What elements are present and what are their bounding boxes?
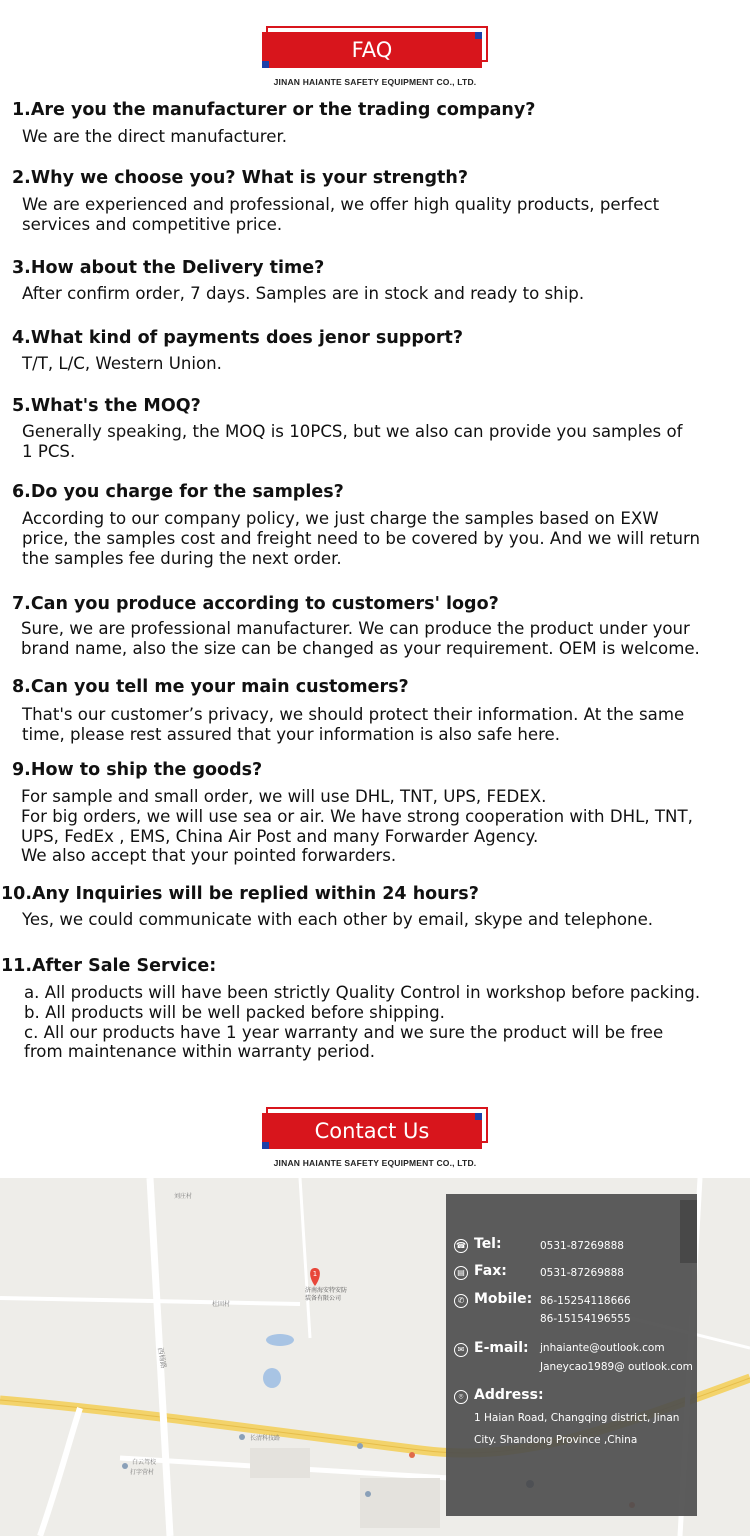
address-label: Address:	[474, 1387, 544, 1403]
faq-question: 9.How to ship the goods?	[12, 760, 263, 780]
map-marker-number: 1	[312, 1270, 318, 1278]
banner-corner-square	[262, 61, 269, 68]
banner-corner-square	[475, 32, 482, 39]
faq-question: 7.Can you produce according to customers' logo?	[12, 594, 499, 614]
map-road-label: 西杨路	[156, 1346, 168, 1370]
email-value-1[interactable]: jnhaiante@outlook.com	[540, 1342, 665, 1354]
map-village-label: 打字营村	[130, 1469, 155, 1476]
faq-answer	[22, 509, 737, 568]
faq-company-name: JINAN HAIANTE SAFETY EQUIPMENT CO., LTD.	[273, 77, 477, 87]
faq-answer-line: For big orders, we will use sea or air. We have strong cooperation with DHL, TNT,	[21, 806, 693, 826]
faq-answer-line: 1 PCS.	[22, 441, 76, 461]
map-company-label: 济南海安特安防	[305, 1287, 348, 1294]
faq-question: 11.After Sale Service:	[1, 956, 217, 976]
faq-title: FAQ	[351, 38, 393, 62]
faq-answer	[22, 910, 737, 930]
faq-answer-line: We are experienced and professional, we offer high quality products, perfect	[22, 195, 660, 214]
mobile-phone-icon: ✆	[454, 1294, 468, 1308]
faq-answer-line: c. All our products have 1 year warranty and we sure the product will be free	[24, 1022, 664, 1042]
faq-answer-line: That's our customer’s privacy, we should protect their information. At the same	[22, 705, 685, 724]
faq-question: 1.Are you the manufacturer or the trading company?	[12, 100, 536, 120]
contact-banner-bar	[262, 1113, 482, 1149]
faq-answer	[22, 127, 737, 147]
faq-answer	[22, 195, 737, 235]
map-road-label: 长清科技路	[250, 1435, 281, 1442]
address-line-1: 1 Haian Road, Changqing district, Jinan	[474, 1412, 680, 1424]
mobile-value-1[interactable]: 86-15254118666	[540, 1295, 631, 1307]
faq-banner	[0, 26, 750, 106]
faq-answer	[21, 619, 736, 659]
fax-label: Fax:	[474, 1263, 507, 1279]
faq-answer-line: For sample and small order, we will use DHL, TNT, UPS, FEDEX.	[21, 787, 547, 806]
faq-answer-line: b. All products will be well packed before shipping.	[24, 1002, 445, 1022]
faq-answer	[22, 705, 737, 745]
faq-question: 3.How about the Delivery time?	[12, 258, 325, 278]
faq-answer	[22, 354, 737, 374]
banner-corner-square	[475, 1113, 482, 1120]
phone-icon: ☎	[454, 1239, 468, 1253]
faq-answer	[21, 787, 736, 866]
faq-answer-line: services and competitive price.	[22, 214, 283, 234]
location-pin-icon: ⌾	[454, 1390, 468, 1404]
faq-answer-line: According to our company policy, we just charge the samples based on EXW	[22, 509, 659, 528]
faq-question: 10.Any Inquiries will be replied within 24 hours?	[1, 884, 479, 904]
map-village-label: 刘庄村	[174, 1193, 193, 1200]
faq-question: 8.Can you tell me your main customers?	[12, 677, 409, 697]
map-village-label: 杜固村	[212, 1301, 231, 1308]
banner-corner-square	[262, 1142, 269, 1149]
location-map[interactable]	[0, 1178, 750, 1536]
faq-answer-line: UPS, FedEx , EMS, China Air Post and many Forwarder Agency.	[21, 826, 539, 846]
faq-question: 4.What kind of payments does jenor support?	[12, 328, 464, 348]
address-line-2: City. Shandong Province ,China	[474, 1434, 638, 1446]
map-company-label: 装备有限公司	[305, 1295, 342, 1302]
tel-value[interactable]: 0531-87269888	[540, 1240, 624, 1252]
faq-question: 5.What's the MOQ?	[12, 396, 201, 416]
faq-banner-bar	[262, 32, 482, 68]
faq-answer-line: time, please rest assured that your information is also safe here.	[22, 724, 561, 744]
faq-question: 6.Do you charge for the samples?	[12, 482, 344, 502]
tel-label: Tel:	[474, 1236, 502, 1252]
email-value-2[interactable]: Janeycao1989@ outlook.com	[540, 1361, 693, 1373]
faq-answer-line: We are the direct manufacturer.	[22, 127, 288, 146]
contact-company-name: JINAN HAIANTE SAFETY EQUIPMENT CO., LTD.	[273, 1158, 477, 1168]
faq-answer-line: Generally speaking, the MOQ is 10PCS, but we also can provide you samples of	[22, 422, 683, 441]
faq-question: 2.Why we choose you? What is your strength?	[12, 168, 468, 188]
fax-value[interactable]: 0531-87269888	[540, 1267, 624, 1279]
faq-answer	[22, 284, 737, 304]
faq-answer-line: Sure, we are professional manufacturer. We can produce the product under your	[21, 619, 690, 638]
faq-answer	[24, 983, 739, 1062]
contact-info-panel	[446, 1194, 697, 1516]
faq-answer-line: brand name, also the size can be changed as your requirement. OEM is welcome.	[21, 638, 700, 658]
email-icon: ✉	[454, 1343, 468, 1357]
email-label: E-mail:	[474, 1340, 529, 1356]
mobile-label: Mobile:	[474, 1291, 533, 1307]
faq-answer-line: We also accept that your pointed forwarders.	[21, 846, 397, 866]
faq-answer-line: the samples fee during the next order.	[22, 548, 342, 568]
faq-answer-line: Yes, we could communicate with each other by email, skype and telephone.	[22, 910, 654, 929]
fax-icon: ▤	[454, 1266, 468, 1280]
faq-answer	[22, 422, 737, 462]
map-school-label: 白云驾校	[132, 1459, 157, 1466]
faq-answer-line: T/T, L/C, Western Union.	[22, 354, 222, 373]
faq-answer-line: After confirm order, 7 days. Samples are in stock and ready to ship.	[22, 284, 585, 303]
contact-banner	[0, 1107, 750, 1187]
mobile-value-2[interactable]: 86-15154196555	[540, 1313, 631, 1325]
faq-answer-line: price, the samples cost and freight need to be covered by you. And we will return	[22, 528, 701, 548]
faq-answer-line: from maintenance within warranty period.	[24, 1042, 375, 1062]
faq-answer-line: a. All products will have been strictly Quality Control in workshop before packing.	[24, 983, 701, 1002]
contact-title: Contact Us	[314, 1119, 430, 1143]
